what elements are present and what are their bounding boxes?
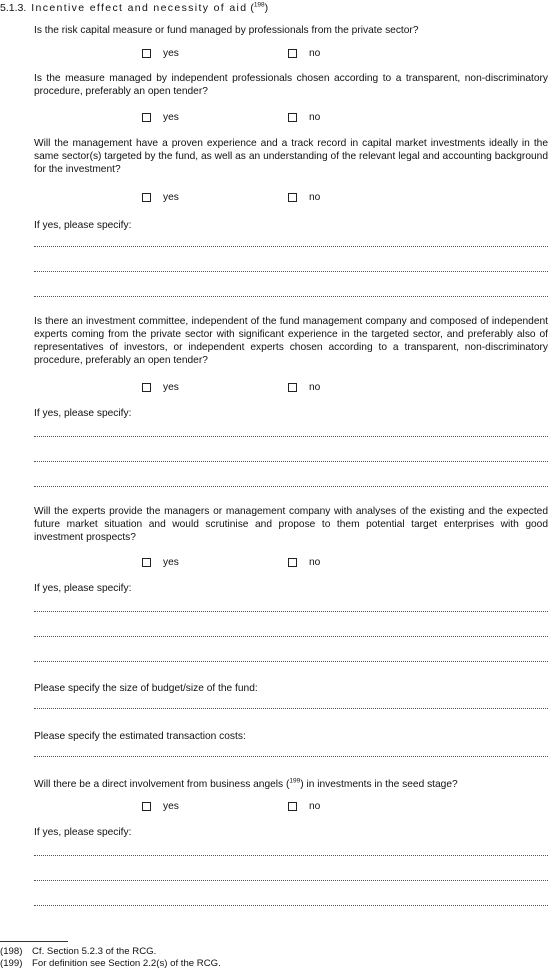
option-yes[interactable]: yes (142, 556, 179, 569)
question-6: Please specify the size of budget/size of the fund: (34, 683, 258, 694)
answer-options-3 (142, 191, 442, 205)
answer-options-2 (142, 111, 442, 125)
yes-checkbox[interactable] (142, 113, 151, 122)
yes-checkbox[interactable] (142, 558, 151, 567)
question-2: Is the measure managed by independent professionals chosen according to a transparent, non-discriminatory procedure, preferably an open tender? (34, 73, 548, 97)
question-7: Please specify the estimated transaction costs: (34, 731, 246, 742)
option-no[interactable]: no (288, 47, 320, 60)
option-yes[interactable]: yes (142, 47, 179, 60)
answer-options-8 (142, 800, 442, 814)
answer-line[interactable] (34, 706, 548, 709)
answer-line[interactable] (34, 434, 548, 437)
answer-line[interactable] (34, 609, 548, 612)
question-1: Is the risk capital measure or fund managed by professionals from the private sector? (34, 25, 419, 36)
answer-line[interactable] (34, 634, 548, 637)
option-no[interactable]: no (288, 800, 320, 813)
answer-line[interactable] (34, 659, 548, 662)
answer-line[interactable] (34, 903, 548, 906)
answer-line[interactable] (34, 294, 548, 297)
section-heading (0, 2, 268, 15)
question-5: Will the experts provide the managers or management company with analyses of the existing and the expected future market situation and would scrutinise and propose to them potential target enterprises with good investment prospects? (34, 506, 548, 543)
specify-label: If yes, please specify: (34, 827, 132, 838)
answer-line[interactable] (34, 244, 548, 247)
option-yes[interactable]: yes (142, 191, 179, 204)
yes-checkbox[interactable] (142, 383, 151, 392)
answer-line[interactable] (34, 269, 548, 272)
option-yes[interactable]: yes (142, 800, 179, 813)
answer-options-5 (142, 556, 442, 570)
no-checkbox[interactable] (288, 113, 297, 122)
no-checkbox[interactable] (288, 802, 297, 811)
answer-options-4 (142, 381, 442, 395)
question-4: Is there an investment committee, independent of the fund management company and composed of independent experts coming from the private sector with significant experience in the targeted sector, and preferably also of representatives of investors, or independent experts chosen according to a transparent, non-discriminatory procedure, preferably an open tender? (34, 316, 548, 366)
answer-line[interactable] (34, 878, 548, 881)
section-title: Incentive effect and necessity of aid (31, 2, 248, 14)
yes-checkbox[interactable] (142, 49, 151, 58)
question-3: Will the management have a proven experience and a track record in capital market investments ideally in the same sector(s) targeted by the fund, as well as an understanding of the relevant legal and accounting background for the investment? (34, 138, 548, 175)
footnote-rule (0, 941, 68, 942)
option-yes[interactable]: yes (142, 381, 179, 394)
no-checkbox[interactable] (288, 193, 297, 202)
option-no[interactable]: no (288, 111, 320, 124)
footnote-marker: ($^{198}$) (250, 1, 269, 14)
specify-label: If yes, please specify: (34, 583, 132, 594)
answer-line[interactable] (34, 459, 548, 462)
specify-label: If yes, please specify: (34, 408, 132, 419)
answer-line[interactable] (34, 754, 548, 757)
footnote-199: (199) For definition see Section 2.2(s) of the RCG. (0, 958, 221, 969)
no-checkbox[interactable] (288, 558, 297, 567)
section-number: 5.1.3. (0, 2, 27, 14)
option-yes[interactable]: yes (142, 111, 179, 124)
option-no[interactable]: no (288, 381, 320, 394)
no-checkbox[interactable] (288, 49, 297, 58)
option-no[interactable]: no (288, 556, 320, 569)
yes-checkbox[interactable] (142, 193, 151, 202)
question-8: Will there be a direct involvement from business angels ($^{199}$) in investments in the seed stage? (34, 777, 458, 790)
answer-line[interactable] (34, 484, 548, 487)
no-checkbox[interactable] (288, 383, 297, 392)
option-no[interactable]: no (288, 191, 320, 204)
footnote-198: (198) Cf. Section 5.2.3 of the RCG. (0, 946, 157, 957)
specify-label: If yes, please specify: (34, 220, 132, 231)
answer-options-1 (142, 47, 442, 61)
answer-line[interactable] (34, 853, 548, 856)
yes-checkbox[interactable] (142, 802, 151, 811)
